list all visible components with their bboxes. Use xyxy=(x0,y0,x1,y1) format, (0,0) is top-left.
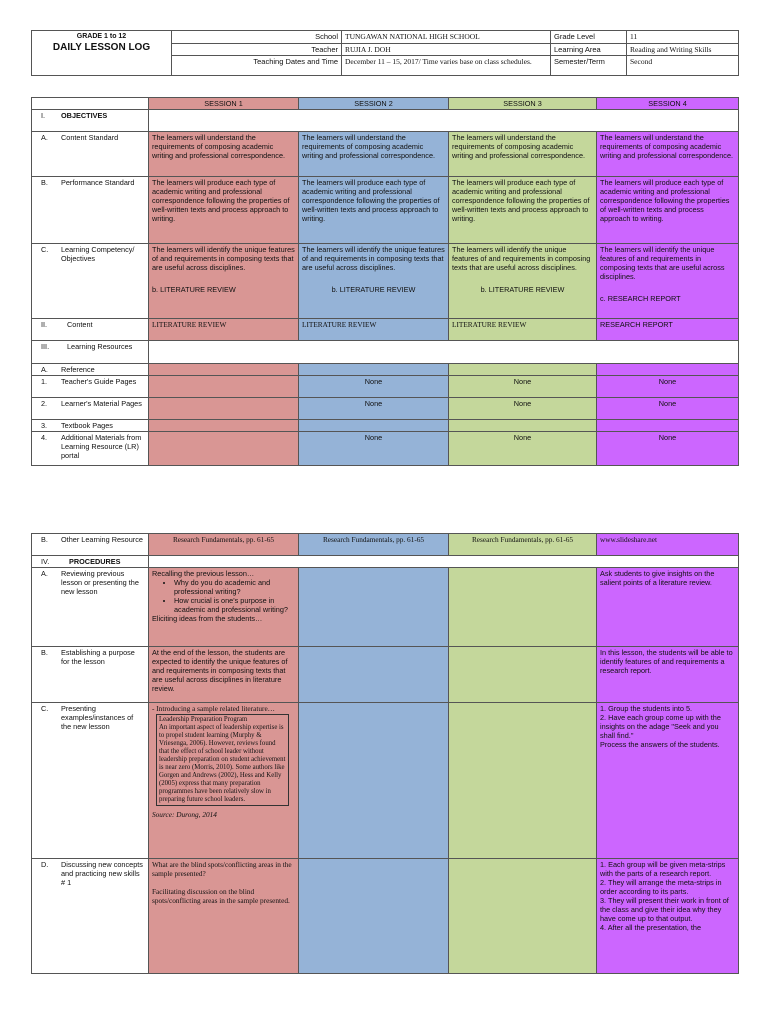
other-resources-s1: Research Fundamentals, pp. 61-65 xyxy=(149,534,299,556)
purpose-s2 xyxy=(299,647,449,703)
competency-s3 xyxy=(449,244,597,319)
content-standard-s4: The learners will understand the requirements of composing academic writing and professional correspondence. xyxy=(597,132,739,177)
discussing-s4-step-1: 1. Each group will be given meta-strips with the parts of a research report. xyxy=(600,860,726,878)
other-resources-s3: Research Fundamentals, pp. 61-65 xyxy=(449,534,597,556)
textbook-s2 xyxy=(299,420,449,432)
objectives-label: I. OBJECTIVES xyxy=(32,110,149,132)
teachers-guide-s3: None xyxy=(449,376,597,398)
header-table xyxy=(31,30,739,76)
procedures-blank xyxy=(149,556,739,568)
learners-material-label: 2. Learner's Material Pages xyxy=(32,398,149,420)
school-label: School xyxy=(172,31,342,44)
content-s3: LITERATURE REVIEW xyxy=(449,319,597,341)
content-s4: RESEARCH REPORT xyxy=(597,319,739,341)
performance-standard-s3: The learners will produce each type of academic writing and professional correspondence following the properties of well-written texts and process approach to writing. xyxy=(449,177,597,244)
sample-literature-box xyxy=(156,714,289,806)
learners-material-s3: None xyxy=(449,398,597,420)
objectives-blank xyxy=(149,110,739,132)
textbook-s1 xyxy=(149,420,299,432)
sample-literature-title: Leadership Preparation Program xyxy=(159,716,248,723)
purpose-s4: In this lesson, the students will be able to identify features of and requirements a research report. xyxy=(597,647,739,703)
performance-standard-s4: The learners will produce each type of academic writing and professional correspondence following the properties of well-written texts and process approach to writing. xyxy=(597,177,739,244)
purpose-label: B. Establishing a purpose for the lesson xyxy=(32,647,149,703)
presenting-s4-step-2: 2. Have each group come up with the insights on the adage "Seek and you shall find." xyxy=(600,713,721,740)
reference-s1 xyxy=(149,364,299,376)
discussing-s4-step-2: 2. They will arrange the meta-strips in order according to its parts. xyxy=(600,878,722,896)
other-resources-label: B. Other Learning Resource xyxy=(32,534,149,556)
teachers-guide-s1 xyxy=(149,376,299,398)
reference-label: A. Reference xyxy=(32,364,149,376)
discussing-s4 xyxy=(597,859,739,974)
discussing-s4-step-4: 4. After all the presentation, the xyxy=(600,923,702,932)
reviewing-label: A. Reviewing previous lesson or presenting the new lesson xyxy=(32,568,149,647)
discussing-s2 xyxy=(299,859,449,974)
semester-label: Semester/Term xyxy=(551,56,627,76)
session-4-header: SESSION 4 xyxy=(597,98,739,110)
performance-standard-s2: The learners will produce each type of academic writing and professional correspondence following the properties of well-written texts and process approach to writing. xyxy=(299,177,449,244)
discussing-s1 xyxy=(149,859,299,974)
reviewing-s3 xyxy=(449,568,597,647)
teacher-value: RUJIA J. DOH xyxy=(342,44,551,56)
competency-s1-topic: b. LITERATURE REVIEW xyxy=(152,285,236,294)
discussing-s3 xyxy=(449,859,597,974)
other-resources-s4: www.slideshare.net xyxy=(597,534,739,556)
presenting-s2 xyxy=(299,703,449,859)
reviewing-s1-intro: Recalling the previous lesson… xyxy=(152,569,255,578)
learners-material-s1 xyxy=(149,398,299,420)
competency-s1-text: The learners will identify the unique features of and requirements in composing texts that are useful across disciplines. xyxy=(152,245,295,272)
presenting-s4-step-1: 1. Group the students into 5. xyxy=(600,704,693,713)
page-title: DAILY LESSON LOG xyxy=(52,42,151,53)
teachers-guide-s4: None xyxy=(597,376,739,398)
competency-s3-text: The learners will identify the unique features of and requirements in composing texts that are useful across disciplines. xyxy=(452,245,591,272)
competency-label: C. Learning Competency/ Objectives xyxy=(32,244,149,319)
reviewing-s1-bullet-2: • How crucial is one's purpose in academic and professional writing? xyxy=(174,596,295,614)
reviewing-s1-bullet-1: • Why do you do academic and professional writing? xyxy=(174,578,295,596)
presenting-s3 xyxy=(449,703,597,859)
learning-area-label: Learning Area xyxy=(551,44,627,56)
discussing-s1-facilitation: Facilitating discussion on the blind spots/conflicting areas in the sample presented. xyxy=(152,887,290,905)
competency-s2-topic: b. LITERATURE REVIEW xyxy=(331,285,416,294)
discussing-s4-step-3: 3. They will present their work in front of the class and give their idea why they have come up to that output. xyxy=(600,896,729,923)
grade-level-label: Grade Level xyxy=(551,31,627,44)
textbook-s4 xyxy=(597,420,739,432)
learners-material-s2: None xyxy=(299,398,449,420)
presenting-s4-step-3: Process the answers of the students. xyxy=(600,740,720,749)
purpose-s1: At the end of the lesson, the students are expected to identify the unique features of and requirements in composing texts that are useful across disciplines in literature review. xyxy=(149,647,299,703)
content-label: II. Content xyxy=(32,319,149,341)
log-title-cell xyxy=(32,31,172,76)
competency-s1 xyxy=(149,244,299,319)
additional-s1 xyxy=(149,432,299,466)
competency-s2-text: The learners will identify the unique features of and requirements in composing texts that are useful across disciplines. xyxy=(302,245,445,272)
content-s2: LITERATURE REVIEW xyxy=(299,319,449,341)
session-header-blank xyxy=(32,98,149,110)
dates-label: Teaching Dates and Time xyxy=(172,56,342,76)
presenting-s1-intro: - Introducing a sample related literature… xyxy=(152,704,275,713)
lesson-table-1 xyxy=(31,97,739,466)
session-3-header: SESSION 3 xyxy=(449,98,597,110)
presenting-label: C. Presenting examples/instances of the new lesson xyxy=(32,703,149,859)
additional-s4: None xyxy=(597,432,739,466)
competency-s3-topic: b. LITERATURE REVIEW xyxy=(480,285,565,294)
dates-value: December 11 – 15, 2017/ Time varies base on class schedules. xyxy=(342,56,551,76)
semester-value: Second xyxy=(627,56,739,76)
teachers-guide-s2: None xyxy=(299,376,449,398)
competency-s2 xyxy=(299,244,449,319)
textbook-label: 3. Textbook Pages xyxy=(32,420,149,432)
sample-literature-text: An important aspect of leadership expertise is to propel student learning (Murphy & Vriesenga, 2006). However, reviews found that the effect of school leader without leadership preparation on student achievement is near zero (Morris, 2010). Some authors like Gorgen and Andrews (2002), Hess and Kelly (2005) express that many preparation programmes have been relatively slow in preparing future school leaders. xyxy=(159,724,286,803)
presenting-s4 xyxy=(597,703,739,859)
performance-standard-s1: The learners will produce each type of academic writing and professional correspondence following the properties of well-written texts and process approach to writing. xyxy=(149,177,299,244)
competency-s4-topic: c. RESEARCH REPORT xyxy=(600,294,681,303)
competency-s4 xyxy=(597,244,739,319)
additional-s3: None xyxy=(449,432,597,466)
reviewing-s4: Ask students to give insights on the salient points of a literature review. xyxy=(597,568,739,647)
other-resources-s2: Research Fundamentals, pp. 61-65 xyxy=(299,534,449,556)
textbook-s3 xyxy=(449,420,597,432)
discussing-s1-question: What are the blind spots/conflicting areas in the sample presented? xyxy=(152,860,292,878)
session-2-header: SESSION 2 xyxy=(299,98,449,110)
teachers-guide-label: 1. Teacher's Guide Pages xyxy=(32,376,149,398)
procedures-label: IV. PROCEDURES xyxy=(32,556,149,568)
content-s1: LITERATURE REVIEW xyxy=(149,319,299,341)
content-standard-label: A. Content Standard xyxy=(32,132,149,177)
learning-area-value: Reading and Writing Skills xyxy=(627,44,739,56)
competency-s4-text: The learners will identify the unique features of and requirements in composing texts that are useful across disciplines. xyxy=(600,245,725,281)
teacher-label: Teacher xyxy=(172,44,342,56)
purpose-s3 xyxy=(449,647,597,703)
reference-s2 xyxy=(299,364,449,376)
school-value: TUNGAWAN NATIONAL HIGH SCHOOL xyxy=(342,31,551,44)
reviewing-s2 xyxy=(299,568,449,647)
grade-range: GRADE 1 to 12 xyxy=(76,33,127,40)
resources-blank xyxy=(149,341,739,364)
content-standard-s1: The learners will understand the requirements of composing academic writing and professional correspondence. xyxy=(149,132,299,177)
additional-label: 4. Additional Materials from Learning Resource (LR) portal xyxy=(32,432,149,466)
reviewing-s1 xyxy=(149,568,299,647)
session-1-header: SESSION 1 xyxy=(149,98,299,110)
discussing-label: D. Discussing new concepts and practicing new skills # 1 xyxy=(32,859,149,974)
resources-label: III. Learning Resources xyxy=(32,341,149,364)
reviewing-s1-outro: Eliciting ideas from the students… xyxy=(152,614,263,623)
grade-level-value: 11 xyxy=(627,31,739,44)
reference-s4 xyxy=(597,364,739,376)
content-standard-s2: The learners will understand the requirements of composing academic writing and professional correspondence. xyxy=(299,132,449,177)
sample-literature-source: Source: Durong, 2014 xyxy=(152,810,217,819)
reference-s3 xyxy=(449,364,597,376)
presenting-s1 xyxy=(149,703,299,859)
content-standard-s3: The learners will understand the requirements of composing academic writing and professional correspondence. xyxy=(449,132,597,177)
additional-s2: None xyxy=(299,432,449,466)
learners-material-s4: None xyxy=(597,398,739,420)
lesson-table-2 xyxy=(31,533,739,974)
performance-standard-label: B. Performance Standard xyxy=(32,177,149,244)
